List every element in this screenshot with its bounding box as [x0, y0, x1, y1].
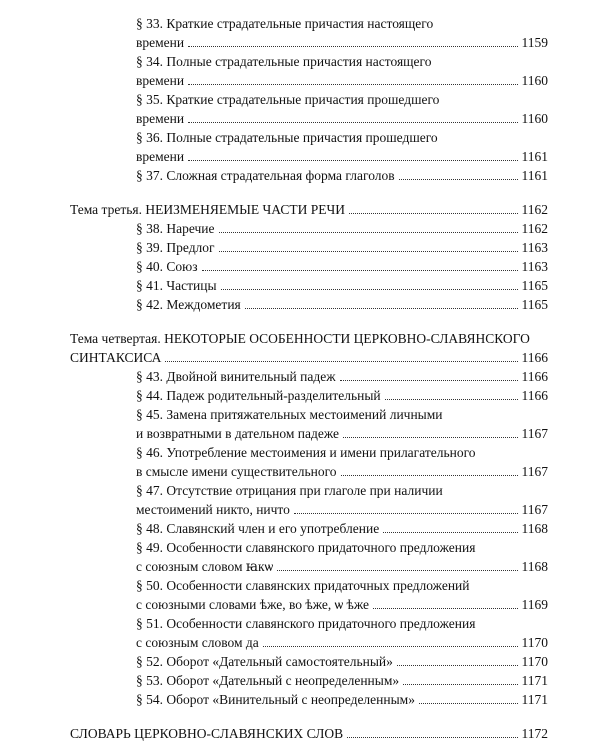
- toc-entry-title: § 53. Оборот «Дательный с неопределенным»: [136, 673, 400, 688]
- toc-entry-title: местоимений никто, ничто: [136, 502, 290, 517]
- leader-dots: [373, 608, 517, 609]
- leader-dots: [419, 703, 518, 704]
- toc-entry-line: [70, 405, 548, 424]
- section-gap: [70, 185, 548, 200]
- toc-entry-line: [70, 614, 548, 633]
- leader-dots: [165, 361, 517, 362]
- toc-entry-title: § 40. Союз: [136, 259, 198, 274]
- toc-entry-line: [70, 52, 548, 71]
- toc-page-number: 1162: [521, 221, 548, 236]
- toc-entry-title: § 38. Наречие: [136, 221, 215, 236]
- leader-dots: [341, 475, 518, 476]
- toc-entry-line[interactable]: [70, 71, 548, 90]
- toc-page-number: 1167: [521, 502, 548, 517]
- leader-dots: [188, 160, 517, 161]
- toc-page-number: 1171: [521, 692, 548, 707]
- toc-entry-title: § 45. Замена притяжательных местоимений личными: [136, 407, 443, 422]
- toc-entry-title: времени: [136, 73, 185, 88]
- toc-page-number: 1163: [521, 259, 548, 274]
- toc-page-number: 1166: [521, 350, 548, 365]
- leader-dots: [343, 437, 518, 438]
- toc-page-number: 1161: [521, 168, 548, 183]
- leader-dots: [221, 289, 518, 290]
- toc-page-number: 1170: [521, 654, 548, 669]
- toc-entry-line: [70, 538, 548, 557]
- toc-page-number: 1163: [521, 240, 548, 255]
- toc-page-number: 1159: [521, 35, 548, 50]
- toc-entry-title: § 48. Славянский член и его употребление: [136, 521, 380, 536]
- toc-entry-title: § 47. Отсутствие отрицания при глаголе при наличии: [136, 483, 443, 498]
- toc-entry-title: § 34. Полные страдательные причастия настоящего: [136, 54, 432, 69]
- toc-entry-line[interactable]: [70, 109, 548, 128]
- toc-entry-line[interactable]: [70, 557, 548, 576]
- toc-entry-title: времени: [136, 149, 185, 164]
- toc-page-number: 1167: [521, 426, 548, 441]
- toc-page-number: 1171: [521, 673, 548, 688]
- section-gap: [70, 709, 548, 724]
- toc-entry-line: [70, 329, 548, 348]
- toc-entry-title: § 42. Междометия: [136, 297, 241, 312]
- toc-entry-title: и возвратными в дательном падеже: [136, 426, 339, 441]
- toc-entry-title: СИНТАКСИСА: [70, 350, 162, 365]
- toc-entry-line[interactable]: [70, 295, 548, 314]
- toc-entry-line[interactable]: [70, 652, 548, 671]
- leader-dots: [385, 399, 518, 400]
- toc-entry-line: [70, 481, 548, 500]
- leader-dots: [219, 232, 518, 233]
- toc-entry-title: с союзным словом да: [136, 635, 259, 650]
- toc-entry-title: § 44. Падеж родительный-разделительный: [136, 388, 381, 403]
- toc-entry-line[interactable]: [70, 690, 548, 709]
- toc-entry-line[interactable]: [70, 367, 548, 386]
- toc-page-number: 1172: [521, 726, 548, 741]
- toc-entry-line[interactable]: [70, 386, 548, 405]
- toc-entry-line: [70, 90, 548, 109]
- leader-dots: [188, 84, 517, 85]
- toc-entry-line: [70, 128, 548, 147]
- leader-dots: [202, 270, 518, 271]
- toc-entry-title: § 35. Краткие страдательные причастия прошедшего: [136, 92, 440, 107]
- toc-entry-line[interactable]: [70, 595, 548, 614]
- toc-entry-title: Тема четвертая. НЕКОТОРЫЕ ОСОБЕННОСТИ ЦЕРКОВНО-СЛАВЯНСКОГО: [70, 331, 530, 346]
- toc-entry-line: [70, 14, 548, 33]
- toc-page-number: 1162: [521, 202, 548, 217]
- leader-dots: [188, 122, 517, 123]
- toc-entry-title: § 50. Особенности славянских придаточных предложений: [136, 578, 470, 593]
- toc-entry-title: с союзным словом ꙗкѡ: [136, 559, 274, 574]
- toc-entry-title: времени: [136, 111, 185, 126]
- toc-entry-line[interactable]: [70, 348, 548, 367]
- toc-page-number: 1160: [521, 111, 548, 126]
- toc-entry-title: § 43. Двойной винительный падеж: [136, 369, 336, 384]
- leader-dots: [219, 251, 518, 252]
- toc-entry-title: § 46. Употребление местоимения и имени прилагательного: [136, 445, 476, 460]
- toc-entry-line[interactable]: [70, 33, 548, 52]
- toc-page-number: 1166: [521, 369, 548, 384]
- leader-dots: [399, 179, 518, 180]
- toc-entry-title: § 51. Особенности славянского придаточного предложения: [136, 616, 476, 631]
- leader-dots: [403, 684, 517, 685]
- leader-dots: [397, 665, 518, 666]
- toc-entry-line[interactable]: [70, 462, 548, 481]
- toc-entry-line[interactable]: [70, 200, 548, 219]
- toc-entry-title: СЛОВАРЬ ЦЕРКОВНО-СЛАВЯНСКИХ СЛОВ: [70, 726, 344, 741]
- toc-entry-title: § 52. Оборот «Дательный самостоятельный»: [136, 654, 393, 669]
- toc-page-number: 1170: [521, 635, 548, 650]
- toc-entry-title: времени: [136, 35, 185, 50]
- toc-page-number: 1165: [521, 297, 548, 312]
- toc-entry-line[interactable]: [70, 147, 548, 166]
- leader-dots: [383, 532, 517, 533]
- toc-entry-title: § 41. Частицы: [136, 278, 217, 293]
- toc-entry-title: в смысле имени существительного: [136, 464, 337, 479]
- toc-page-number: 1168: [521, 521, 548, 536]
- toc-entry-line: [70, 576, 548, 595]
- toc-entry-title: § 37. Сложная страдательная форма глаголов: [136, 168, 395, 183]
- toc-entry-title: с союзными словами ѣже, во ѣже, ѡ ѣже: [136, 597, 370, 612]
- toc-entry-line: [70, 443, 548, 462]
- toc-entry-line[interactable]: [70, 500, 548, 519]
- toc-entry-line[interactable]: [70, 219, 548, 238]
- toc-entry-title: § 39. Предлог: [136, 240, 215, 255]
- toc-entry-line[interactable]: [70, 724, 548, 743]
- toc-entry-title: § 54. Оборот «Винительный с неопределенным»: [136, 692, 415, 707]
- toc-page-number: 1160: [521, 73, 548, 88]
- toc-entry-title: § 33. Краткие страдательные причастия настоящего: [136, 16, 434, 31]
- leader-dots: [347, 737, 517, 738]
- toc-entry-title: § 49. Особенности славянского придаточного предложения: [136, 540, 476, 555]
- toc-entry-line[interactable]: [70, 424, 548, 443]
- toc-page-number: 1167: [521, 464, 548, 479]
- leader-dots: [188, 46, 517, 47]
- toc-page-number: 1166: [521, 388, 548, 403]
- toc-page-number: 1169: [521, 597, 548, 612]
- toc-entry-line[interactable]: [70, 671, 548, 690]
- toc-entry-line[interactable]: [70, 166, 548, 185]
- leader-dots: [340, 380, 518, 381]
- toc-entry-line[interactable]: [70, 276, 548, 295]
- toc-entry-line[interactable]: [70, 257, 548, 276]
- toc-page-number: 1168: [521, 559, 548, 574]
- table-of-contents: [70, 14, 548, 743]
- toc-entry-line[interactable]: [70, 238, 548, 257]
- leader-dots: [245, 308, 518, 309]
- leader-dots: [349, 213, 517, 214]
- toc-entry-line[interactable]: [70, 633, 548, 652]
- toc-entry-line[interactable]: [70, 519, 548, 538]
- leader-dots: [294, 513, 518, 514]
- leader-dots: [263, 646, 518, 647]
- leader-dots: [277, 570, 517, 571]
- toc-entry-title: § 36. Полные страдательные причастия прошедшего: [136, 130, 438, 145]
- toc-page-number: 1161: [521, 149, 548, 164]
- toc-page-number: 1165: [521, 278, 548, 293]
- section-gap: [70, 314, 548, 329]
- toc-entry-title: Тема третья. НЕИЗМЕНЯЕМЫЕ ЧАСТИ РЕЧИ: [70, 202, 346, 217]
